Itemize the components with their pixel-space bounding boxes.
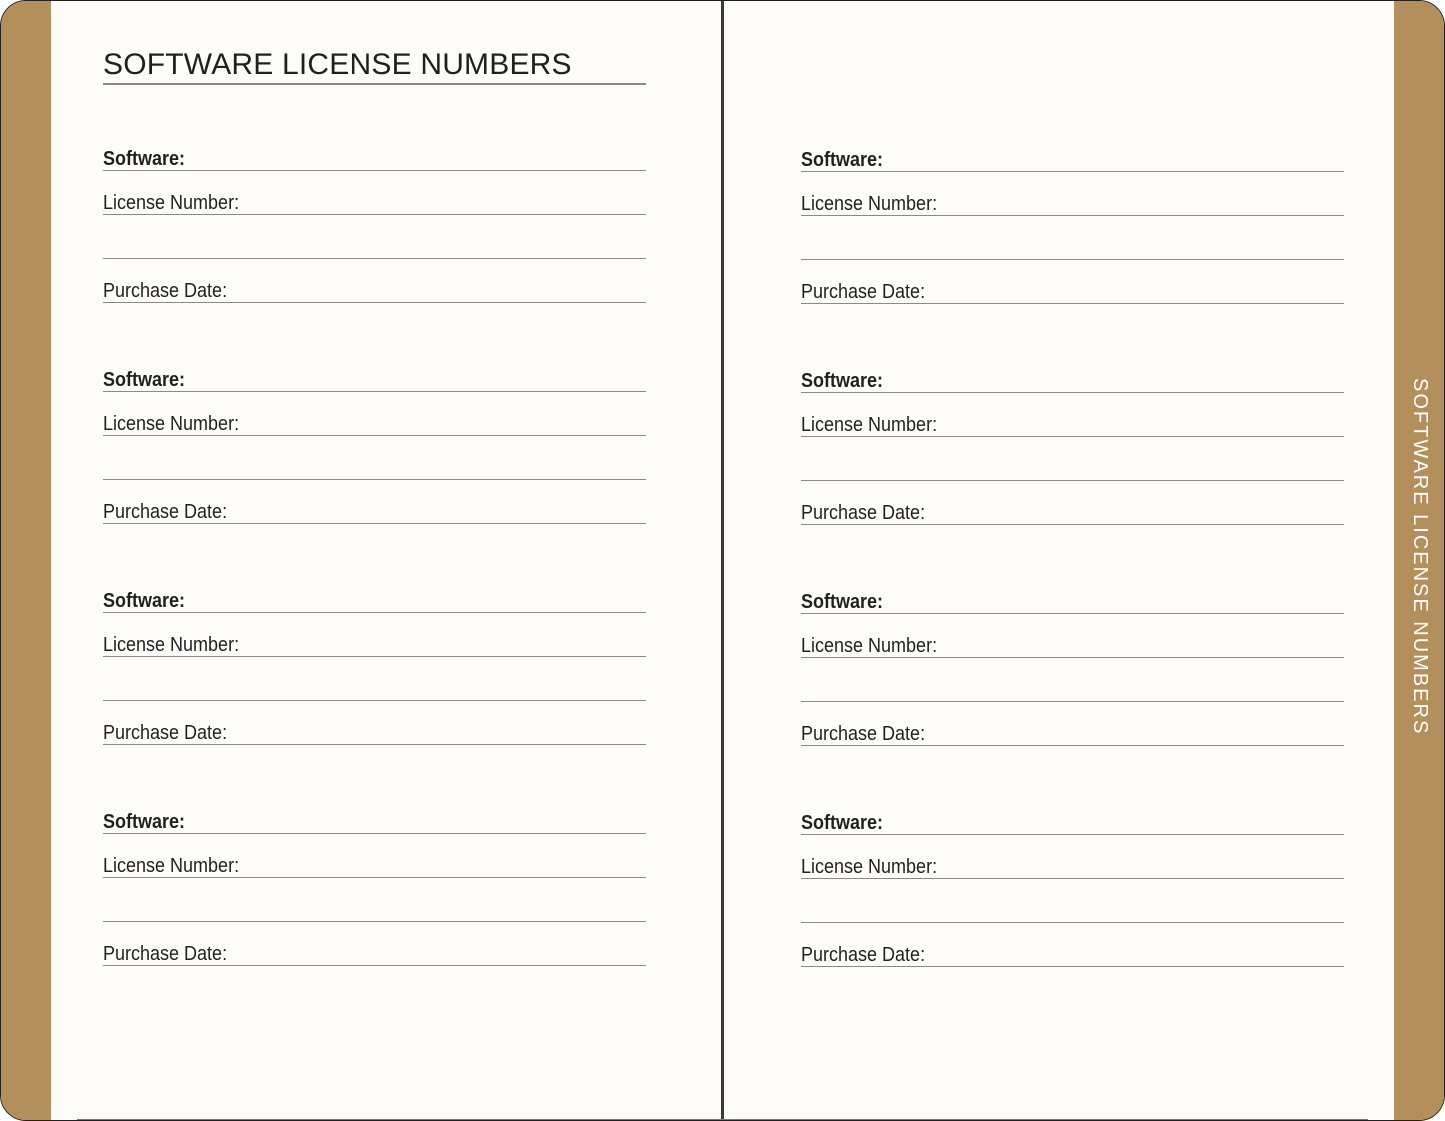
- license-number-continuation-line[interactable]: [103, 229, 646, 259]
- software-field[interactable]: Software:: [103, 583, 646, 613]
- entry-right-1: [801, 142, 1344, 322]
- license-number-continuation-line[interactable]: [801, 451, 1344, 481]
- side-index-tab: [1394, 1, 1444, 1120]
- entry-right-2: [801, 363, 1344, 543]
- software-field[interactable]: Software:: [103, 362, 646, 392]
- entry-left-3: [103, 583, 646, 763]
- purchase-date-field[interactable]: Purchase Date:: [103, 273, 646, 303]
- purchase-date-field[interactable]: Purchase Date:: [801, 495, 1344, 525]
- purchase-date-field[interactable]: Purchase Date:: [103, 936, 646, 966]
- software-field[interactable]: Software:: [801, 584, 1344, 614]
- license-number-field[interactable]: License Number:: [103, 848, 646, 878]
- page-title: SOFTWARE LICENSE NUMBERS: [103, 47, 646, 85]
- software-field[interactable]: Software:: [103, 804, 646, 834]
- license-number-continuation-line[interactable]: [103, 892, 646, 922]
- license-number-field[interactable]: License Number:: [801, 186, 1344, 216]
- left-cover-band: [1, 1, 51, 1120]
- license-number-field[interactable]: License Number:: [103, 627, 646, 657]
- page-bottom-edge: [77, 1119, 1368, 1120]
- software-field[interactable]: Software:: [801, 805, 1344, 835]
- license-number-field[interactable]: License Number:: [801, 849, 1344, 879]
- purchase-date-field[interactable]: Purchase Date:: [103, 494, 646, 524]
- book-spine: [721, 1, 724, 1120]
- entry-left-2: [103, 362, 646, 542]
- license-number-field[interactable]: License Number:: [801, 628, 1344, 658]
- purchase-date-field[interactable]: Purchase Date:: [801, 937, 1344, 967]
- entry-right-4: [801, 805, 1344, 985]
- license-number-continuation-line[interactable]: [103, 450, 646, 480]
- entry-right-3: [801, 584, 1344, 764]
- license-number-continuation-line[interactable]: [103, 671, 646, 701]
- software-field[interactable]: Software:: [801, 142, 1344, 172]
- license-number-continuation-line[interactable]: [801, 230, 1344, 260]
- license-number-field[interactable]: License Number:: [103, 406, 646, 436]
- license-number-continuation-line[interactable]: [801, 672, 1344, 702]
- purchase-date-field[interactable]: Purchase Date:: [103, 715, 646, 745]
- entry-left-4: [103, 804, 646, 984]
- purchase-date-field[interactable]: Purchase Date:: [801, 716, 1344, 746]
- software-field[interactable]: Software:: [801, 363, 1344, 393]
- entry-left-1: [103, 141, 646, 321]
- license-number-field[interactable]: License Number:: [103, 185, 646, 215]
- side-tab-label: SOFTWARE LICENSE NUMBERS: [1409, 378, 1431, 736]
- license-number-field[interactable]: License Number:: [801, 407, 1344, 437]
- license-number-continuation-line[interactable]: [801, 893, 1344, 923]
- software-field[interactable]: Software:: [103, 141, 646, 171]
- purchase-date-field[interactable]: Purchase Date:: [801, 274, 1344, 304]
